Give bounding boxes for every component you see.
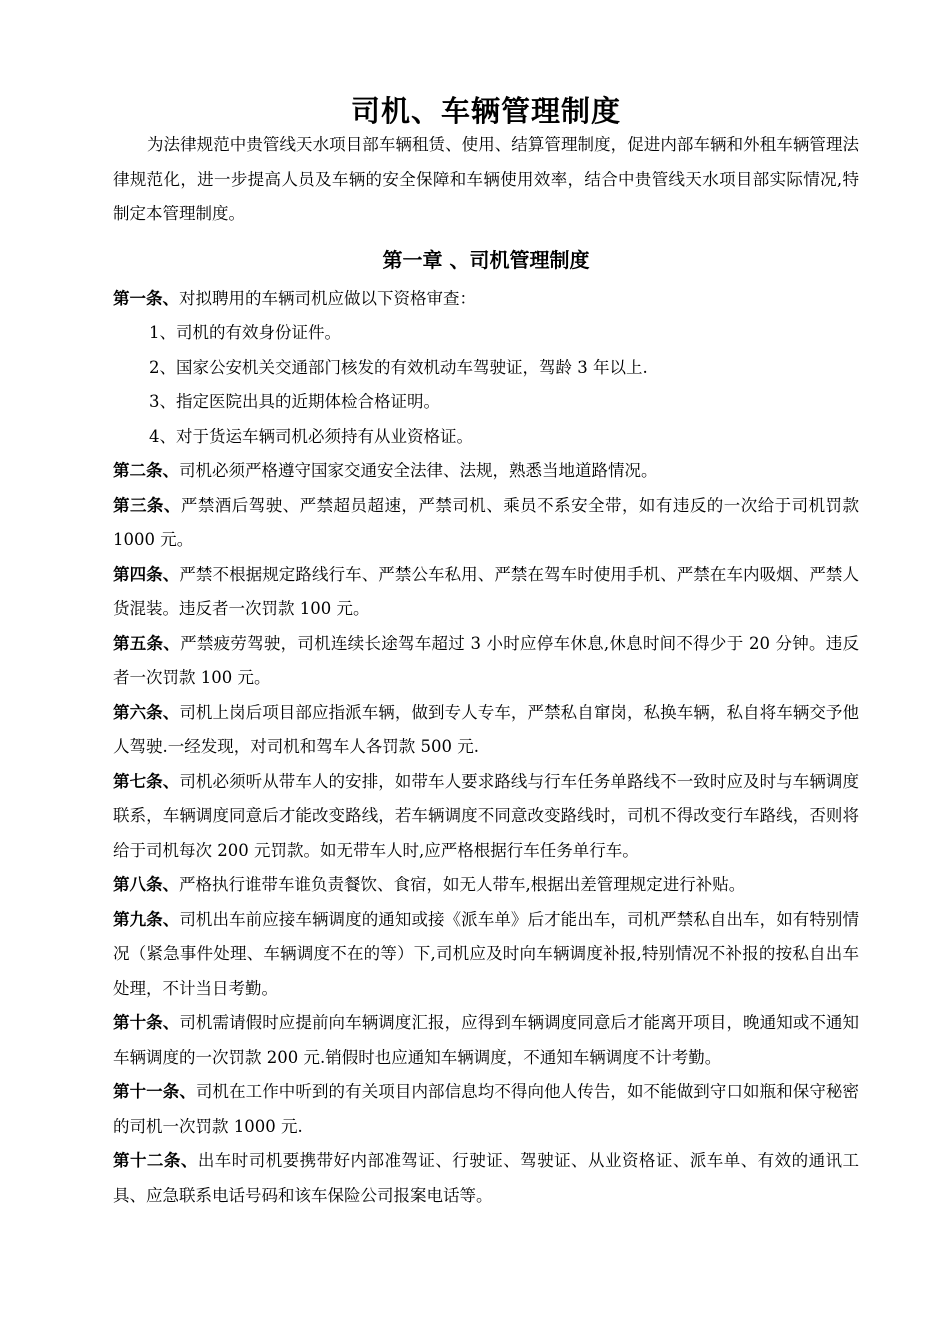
article-number: 第十条、 [113, 1013, 180, 1032]
article-number: 第六条、 [113, 702, 180, 722]
article-text: 严禁酒后驾驶、严禁超员超速，严禁司机、乘员不系安全带，如有违反的一次给于司机罚款 1000 元。 [113, 495, 860, 549]
article-number: 第四条、 [113, 564, 180, 584]
article-number: 第三条、 [113, 495, 181, 515]
article-11 [113, 1075, 859, 1144]
chapter-title: 第一章 、司机管理制度 [382, 247, 590, 272]
list-item: 2、国家公安机关交通部门核发的有效机动车驾驶证，驾龄 3 年以上. [149, 357, 648, 377]
article-8 [113, 868, 859, 903]
article-text: 司机在工作中听到的有关项目内部信息均不得向他人传告，如不能做到守口如瓶和保守秘密的司机一次罚款 1000 元. [113, 1082, 860, 1136]
article-10 [113, 1006, 859, 1075]
article-4 [113, 558, 859, 627]
list-item: 3、指定医院出具的近期体检合格证明。 [149, 392, 440, 411]
article-text: 司机必须听从带车人的安排，如带车人要求路线与行车任务单路线不一致时应及时与车辆调度联系，车辆调度同意后才能改变路线，若车辆调度不同意改变路线时，司机不得改变行车路线，否则将给于司机每次 200 元罚款。如无带车人时,应严格根据行车任务单行车。 [113, 771, 860, 860]
article-2 [113, 454, 859, 489]
article-text: 严禁不根据规定路线行车、严禁公车私用、严禁在驾车时使用手机、严禁在车内吸烟、严禁人货混装。违反者一次罚款 100 元。 [113, 564, 860, 618]
list-item: 4、对于货运车辆司机必须持有从业资格证。 [149, 426, 473, 446]
article-7 [113, 765, 859, 869]
article-text: 严禁疲劳驾驶，司机连续长途驾车超过 3 小时应停车休息,休息时间不得少于 20 分钟。违反者一次罚款 100 元。 [113, 633, 860, 687]
article-text: 司机上岗后项目部应指派车辆，做到专人专车，严禁私自窜岗，私换车辆，私自将车辆交予他人驾驶.一经发现，对司机和驾车人各罚款 500 元. [113, 702, 860, 756]
article-9 [113, 903, 859, 1007]
article-number: 第五条、 [113, 633, 181, 653]
article-number: 第一条、 [113, 288, 179, 308]
article-12 [113, 1144, 859, 1213]
article-number: 第十一条、 [113, 1082, 196, 1101]
article-text: 司机出车前应接车辆调度的通知或接《派车单》后才能出车，司机严禁私自出车，如有特别情况（紧急事件处理、车辆调度不在的等）下,司机应及时向车辆调度补报,特别情况不补报的按私自出车处理，不计当日考勤。 [113, 909, 860, 998]
article-text: 严格执行谁带车谁负责餐饮、食宿，如无人带车,根据出差管理规定进行补贴。 [179, 875, 746, 894]
article-number: 第七条、 [113, 771, 180, 791]
article-number: 第八条、 [113, 875, 179, 894]
article-text: 司机需请假时应提前向车辆调度汇报，应得到车辆调度同意后才能离开项目，晚通知或不通知车辆调度的一次罚款 200 元.销假时也应通知车辆调度，不通知车辆调度不计考勤。 [113, 1013, 860, 1067]
article-6 [113, 696, 859, 765]
article-text: 司机必须严格遵守国家交通安全法律、法规，熟悉当地道路情况。 [179, 461, 658, 480]
article-number: 第十二条、 [113, 1151, 198, 1170]
article-5 [113, 627, 859, 696]
list-item: 1、司机的有效身份证件。 [149, 323, 341, 342]
article-text: 对拟聘用的车辆司机应做以下资格审查： [179, 288, 476, 308]
document-page [113, 88, 859, 1213]
article-1 [113, 282, 859, 317]
article-number: 第九条、 [113, 909, 180, 929]
article-text: 出车时司机要携带好内部准驾证、行驶证、驾驶证、从业资格证、派车单、有效的通讯工具、应急联系电话号码和该车保险公司报案电话等。 [113, 1151, 860, 1205]
qualification-list [113, 316, 859, 454]
article-3 [113, 489, 859, 558]
document-title: 司机、车辆管理制度 [350, 94, 621, 128]
article-number: 第二条、 [113, 461, 179, 480]
intro-paragraph: 为法律规范中贵管线天水项目部车辆租赁、使用、结算管理制度，促进内部车辆和外租车辆管理法律规范化，进一步提高人员及车辆的安全保障和车辆使用效率，结合中贵管线天水项目部实际情况,特制定本管理制度。 [113, 135, 859, 223]
